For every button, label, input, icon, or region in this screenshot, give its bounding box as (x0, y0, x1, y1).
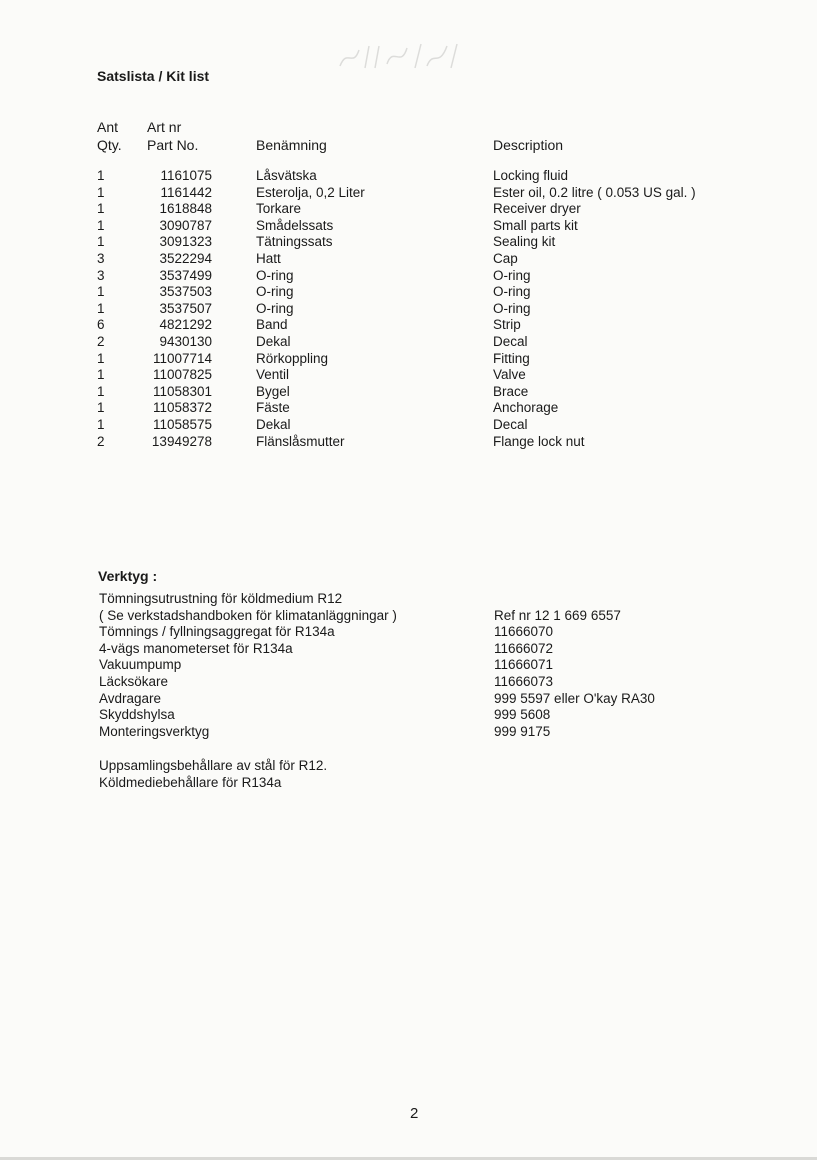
header-artnr-sv: Art nr (147, 119, 182, 135)
tool-ref: 11666071 (494, 657, 554, 673)
name-sv-cell: Fäste (256, 400, 290, 416)
table-row (0, 301, 817, 318)
name-sv-cell: Rörkoppling (256, 350, 329, 366)
notes (99, 758, 327, 791)
table-row (0, 334, 817, 351)
part-number-cell: 4821292 (159, 317, 212, 333)
list-item (0, 641, 817, 658)
table-row (0, 251, 817, 268)
part-number-cell: 3091323 (159, 234, 212, 250)
handwritten-mark (335, 38, 465, 74)
name-sv-cell: Dekal (256, 416, 291, 432)
tools-list (0, 591, 817, 740)
name-sv-cell: Dekal (256, 333, 291, 349)
name-sv-cell: Torkare (256, 201, 302, 217)
qty-cell: 3 (97, 250, 105, 266)
qty-cell: 6 (97, 317, 105, 333)
tool-ref: 999 9175 (494, 723, 551, 739)
description-cell: Cap (493, 250, 518, 266)
header-qty (97, 118, 122, 154)
name-sv-cell: O-ring (256, 284, 294, 300)
description-cell: Valve (493, 367, 526, 383)
name-sv-cell: Flänslåsmutter (256, 433, 345, 449)
name-sv-cell: O-ring (256, 300, 294, 316)
tool-name: Tömningsutrustning för köldmedium R12 (99, 591, 343, 606)
description-cell: Decal (493, 416, 528, 432)
name-sv-cell: O-ring (256, 267, 294, 283)
table-row (0, 185, 817, 202)
description-cell: O-ring (493, 284, 531, 300)
description-cell: Locking fluid (493, 168, 569, 183)
qty-cell: 1 (97, 284, 105, 300)
tool-name: ( Se verkstadshandboken för klimatanläggningar ) (99, 607, 397, 623)
qty-cell: 1 (97, 201, 105, 217)
qty-cell: 1 (97, 383, 105, 399)
description-cell: Flange lock nut (493, 433, 585, 449)
tool-ref: 11666072 (494, 640, 554, 656)
description-cell: Brace (493, 383, 529, 399)
list-item (0, 608, 817, 625)
tool-name: 4-vägs manometerset för R134a (99, 640, 293, 656)
table-row (0, 284, 817, 301)
table-row (0, 400, 817, 417)
list-item (0, 691, 817, 708)
part-number-cell: 3537507 (159, 300, 212, 316)
list-item (0, 624, 817, 641)
description-cell: Receiver dryer (493, 201, 581, 217)
tool-name: Läcksökare (99, 673, 169, 689)
tool-name: Skyddshylsa (99, 707, 175, 723)
part-number-cell: 3537499 (159, 267, 212, 283)
header-qty-sv: Ant (97, 119, 119, 135)
qty-cell: 1 (97, 367, 105, 383)
header-partno-en: Part No. (147, 137, 199, 153)
page-title: Satslista / Kit list (97, 68, 210, 84)
part-number-cell: 1161442 (160, 184, 212, 200)
name-sv-cell: Esterolja, 0,2 Liter (256, 184, 365, 200)
tool-name: Avdragare (99, 690, 162, 706)
table-row (0, 201, 817, 218)
list-item (0, 707, 817, 724)
part-number-cell: 11058301 (152, 383, 212, 399)
qty-cell: 1 (97, 184, 105, 200)
table-row (0, 351, 817, 368)
table-row (0, 218, 817, 235)
kit-list (0, 168, 817, 450)
table-row (0, 384, 817, 401)
name-sv-cell: Bygel (256, 383, 290, 399)
qty-cell: 1 (97, 400, 105, 416)
note-line: Köldmediebehållare för R134a (99, 774, 282, 790)
qty-cell: 3 (97, 267, 105, 283)
tool-ref: 11666070 (494, 624, 554, 640)
tool-ref: 999 5597 eller O'kay RA30 (494, 690, 655, 706)
table-row (0, 434, 817, 451)
description-cell: O-ring (493, 300, 531, 316)
qty-cell: 1 (97, 217, 105, 233)
part-number-cell: 11007714 (152, 350, 212, 366)
description-cell: Small parts kit (493, 217, 578, 233)
table-row (0, 234, 817, 251)
tool-ref: 999 5608 (494, 707, 551, 723)
part-number-cell: 3522294 (159, 250, 212, 266)
part-number-cell: 3537503 (159, 284, 212, 300)
name-sv-cell: Hatt (256, 250, 281, 266)
qty-cell: 1 (97, 300, 105, 316)
list-item (0, 591, 817, 608)
header-part-number (147, 118, 198, 154)
header-name-sv: Benämning (256, 137, 327, 153)
description-cell: O-ring (493, 267, 531, 283)
table-row (0, 367, 817, 384)
list-item (0, 674, 817, 691)
description-cell: Decal (493, 333, 528, 349)
header-description: Description (493, 137, 564, 153)
tool-name: Monteringsverktyg (99, 723, 210, 739)
qty-cell: 2 (97, 333, 105, 349)
table-row (0, 168, 817, 185)
part-number-cell: 13949278 (151, 433, 212, 449)
note-line: Uppsamlingsbehållare av stål för R12. (99, 758, 328, 773)
page-number: 2 (410, 1105, 419, 1122)
name-sv-cell: Ventil (256, 367, 290, 383)
qty-cell: 1 (97, 168, 105, 183)
part-number-cell: 1618848 (159, 201, 212, 217)
table-row (0, 317, 817, 334)
description-cell: Sealing kit (493, 234, 556, 250)
qty-cell: 1 (97, 416, 105, 432)
part-number-cell: 9430130 (159, 333, 212, 349)
name-sv-cell: Låsvätska (256, 168, 317, 183)
table-row (0, 417, 817, 434)
part-number-cell: 3090787 (159, 217, 212, 233)
part-number-cell: 11058575 (152, 416, 212, 432)
part-number-cell: 11058372 (152, 400, 212, 416)
tools-heading: Verktyg : (98, 568, 158, 584)
name-sv-cell: Band (256, 317, 288, 333)
qty-cell: 1 (97, 234, 105, 250)
tool-name: Tömnings / fyllningsaggregat för R134a (99, 624, 335, 640)
part-number-cell: 11007825 (152, 367, 212, 383)
description-cell: Fitting (493, 350, 530, 366)
header-qty-en: Qty. (97, 137, 122, 153)
qty-cell: 1 (97, 350, 105, 366)
tool-name: Vakuumpump (99, 657, 182, 673)
tool-ref: 11666073 (494, 673, 554, 689)
description-cell: Anchorage (493, 400, 559, 416)
table-row (0, 268, 817, 285)
list-item (0, 657, 817, 674)
qty-cell: 2 (97, 433, 105, 449)
tool-ref: Ref nr 12 1 669 6557 (494, 607, 621, 623)
description-cell: Ester oil, 0.2 litre ( 0.053 US gal. ) (493, 184, 696, 200)
name-sv-cell: Smådelssats (256, 217, 334, 233)
name-sv-cell: Tätningssats (256, 234, 333, 250)
description-cell: Strip (493, 317, 521, 333)
part-number-cell: 1161075 (160, 168, 212, 183)
list-item (0, 724, 817, 741)
